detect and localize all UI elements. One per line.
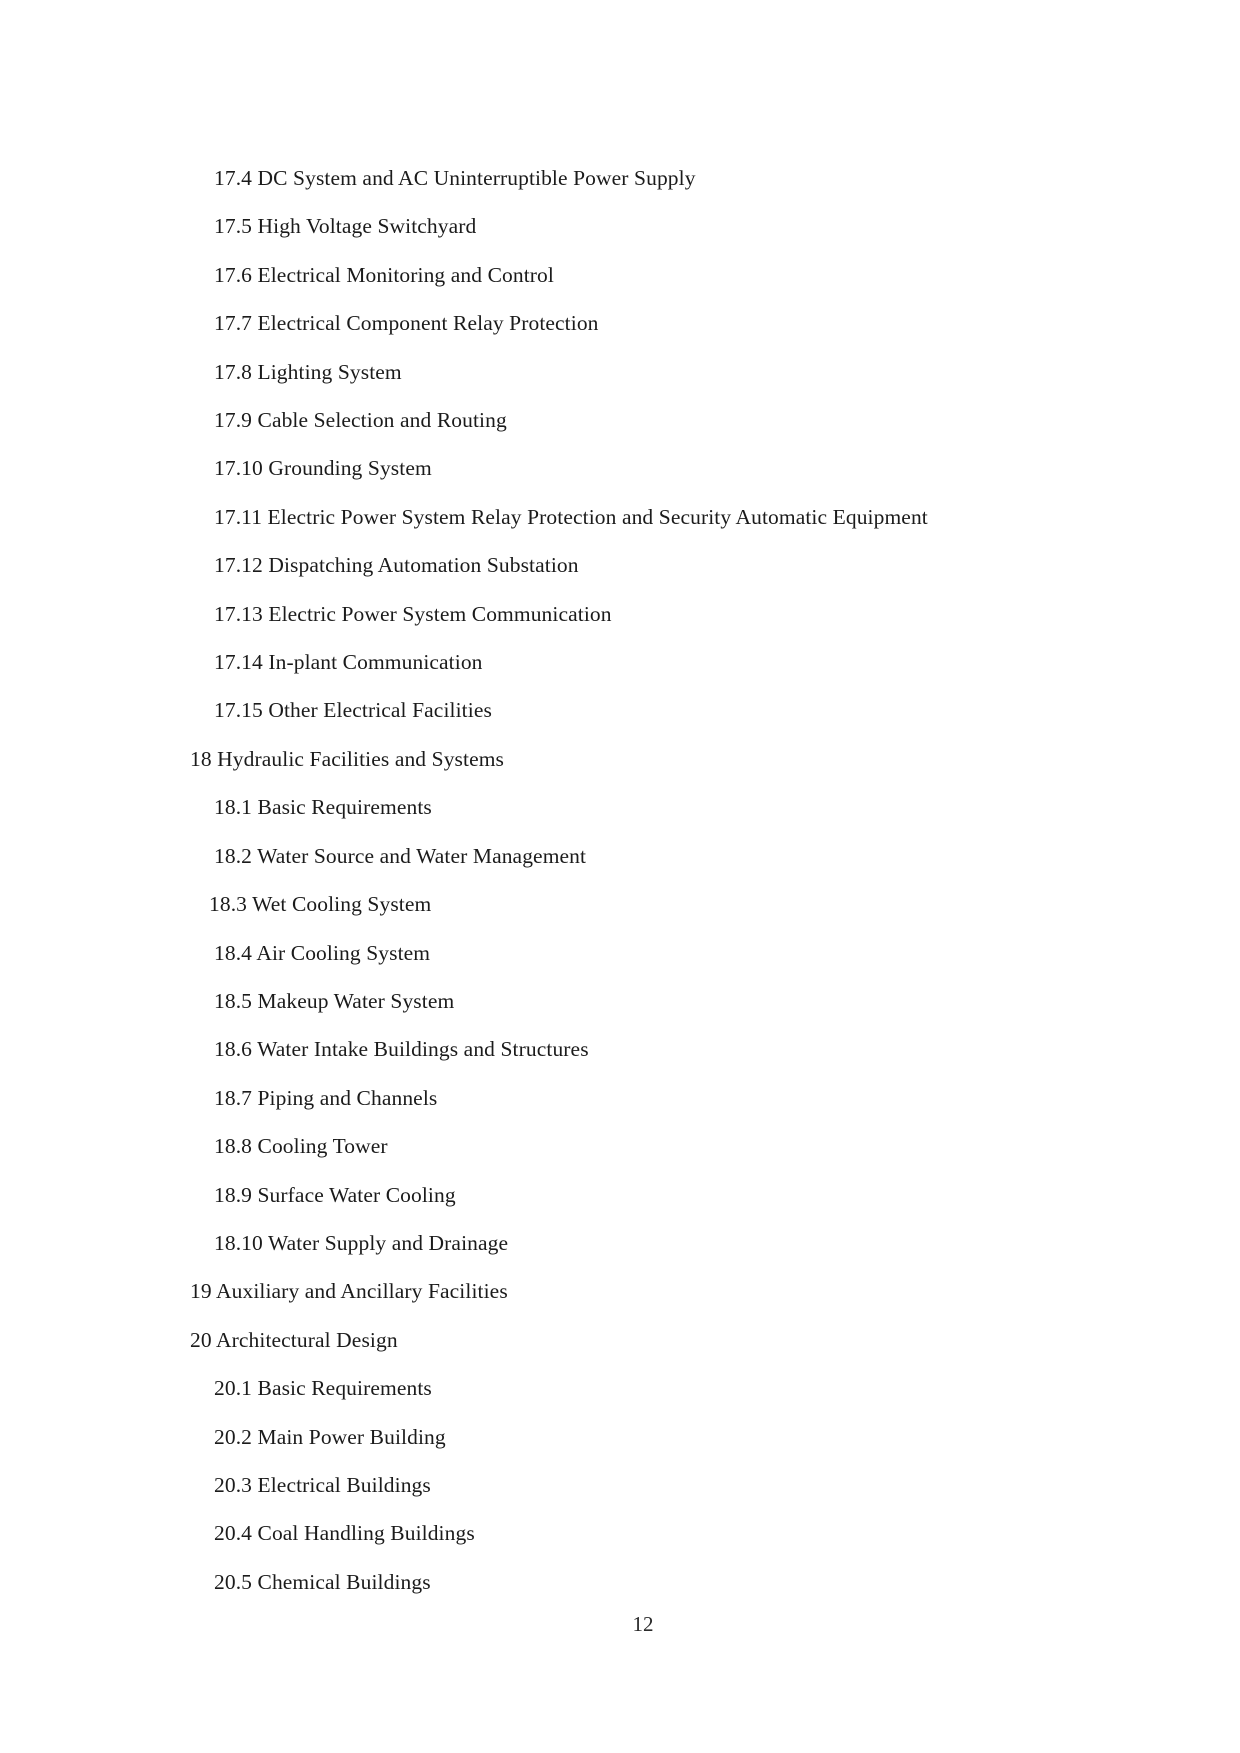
toc-entry: 18.5 Makeup Water System [214,988,455,1013]
toc-entry: 18 Hydraulic Facilities and Systems [190,746,505,771]
toc-entry: 18.7 Piping and Channels [214,1085,438,1110]
toc-entry: 20.5 Chemical Buildings [214,1569,431,1594]
toc-entry: 18.6 Water Intake Buildings and Structures [214,1037,589,1062]
toc-entry: 17.4 DC System and AC Uninterruptible Power Supply [214,166,696,190]
toc-entry: 20.1 Basic Requirements [214,1376,432,1401]
toc-entry: 18.4 Air Cooling System [214,940,431,965]
page-number: 12 [632,1612,654,1636]
toc-entry: 18.3 Wet Cooling System [209,892,432,917]
toc-entry: 17.15 Other Electrical Facilities [214,698,492,723]
toc-entry: 17.13 Electric Power System Communication [214,601,612,626]
toc-entry: 17.14 In-plant Communication [214,650,483,675]
toc-entry: 18.10 Water Supply and Drainage [214,1230,509,1255]
toc-entry: 17.11 Electric Power System Relay Protection and Security Automatic Equipment [214,504,928,529]
toc-entry: 18.2 Water Source and Water Management [214,843,587,868]
toc-entry: 20.3 Electrical Buildings [214,1472,431,1497]
toc-entry: 20.2 Main Power Building [214,1424,446,1449]
toc-entry: 20 Architectural Design [190,1327,398,1352]
toc-entry: 19 Auxiliary and Ancillary Facilities [190,1279,508,1304]
toc-entry: 17.8 Lighting System [214,359,402,384]
toc-entry: 17.7 Electrical Component Relay Protection [214,311,599,336]
toc-entry: 18.8 Cooling Tower [214,1134,388,1159]
toc-entry: 18.1 Basic Requirements [214,795,432,820]
toc-entry: 17.5 High Voltage Switchyard [214,214,477,239]
toc-entry: 18.9 Surface Water Cooling [214,1182,456,1207]
toc-entry: 17.12 Dispatching Automation Substation [214,553,579,578]
toc-entry: 17.10 Grounding System [214,456,432,481]
toc-entry: 17.9 Cable Selection and Routing [214,408,507,433]
table-of-contents [0,154,1240,1606]
toc-entry: 17.6 Electrical Monitoring and Control [214,262,554,287]
toc-entry: 20.4 Coal Handling Buildings [214,1521,475,1546]
